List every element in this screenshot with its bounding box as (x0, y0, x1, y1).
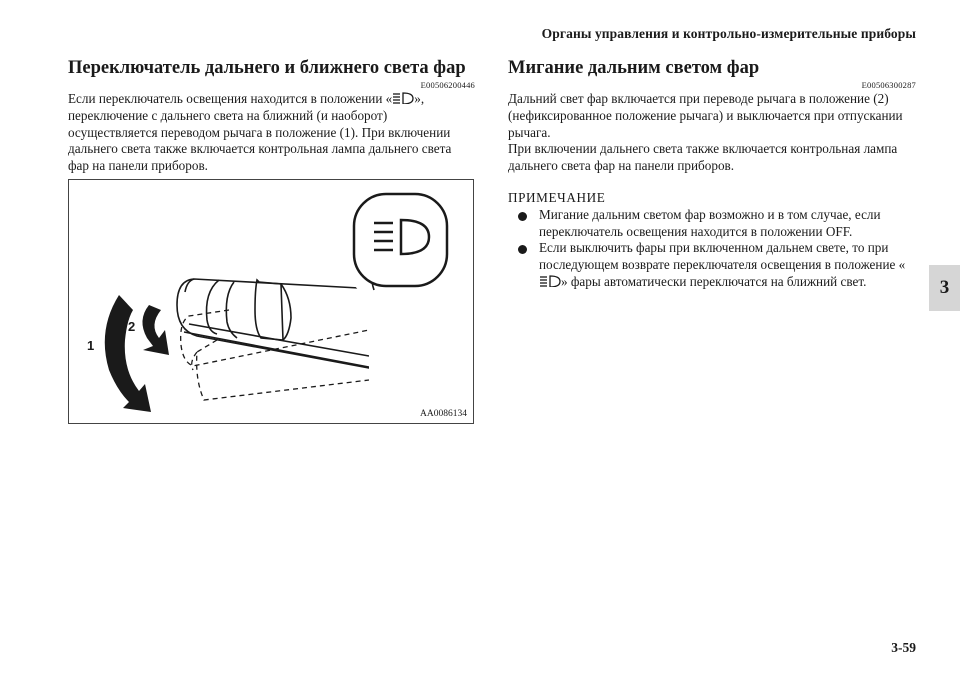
section-heading-flashing: Мигание дальним светом фар (508, 58, 760, 78)
note-list (508, 207, 916, 291)
chapter-tab: 3 (929, 265, 960, 311)
right-column (508, 56, 916, 291)
left-column (68, 56, 475, 175)
lever-figure (68, 179, 474, 424)
figure-code: AA0086134 (420, 409, 467, 419)
section-code: E00506200446 (420, 80, 475, 90)
note-text-1: Если выключить фары при включенном дальнем свете, то при последующем возврате переключателя освещения в положение « (539, 240, 906, 273)
section-code: E00506300287 (861, 80, 916, 90)
note-item (508, 207, 916, 241)
paragraph-text-1: Если переключатель освещения находится в положении « (68, 91, 393, 106)
note-text: Мигание дальним светом фар возможно и в том случае, если переключатель освещения находится в положении OFF. (539, 206, 881, 239)
paragraph-text-2: », переключение с дальнего света на ближний (и наоборот) осуществляется переводом рычага в положение (1). При включении дальнего света также включается контрольная лампа дальнего света фар на панели приборов. (68, 91, 452, 174)
high-beam-icon (392, 92, 414, 104)
section-paragraph-2: При включении дальнего света также включается контрольная лампа дальнего света фар на панели приборов. (508, 141, 898, 174)
figure-label-2: 2 (128, 319, 136, 334)
bullet-icon (518, 212, 527, 221)
note-text-2: » фары автоматически переключатся на ближний свет. (561, 273, 867, 289)
figure-label-1: 1 (87, 338, 95, 353)
high-beam-icon (539, 275, 561, 287)
running-header: Органы управления и контрольно-измерительные приборы (541, 26, 916, 41)
section-heading-dimmer: Переключатель дальнего и ближнего света фар (68, 58, 466, 78)
section-paragraph (68, 91, 475, 175)
lever-illustration (69, 180, 473, 423)
section-paragraph-1: Дальний свет фар включается при переводе рычага в положение (2) (нефиксированное положение рычага) и выключается при отпускании рычага. (508, 91, 903, 140)
note-item (508, 240, 916, 290)
bullet-icon (518, 245, 527, 254)
page-number: 3-59 (891, 640, 916, 655)
note-title: ПРИМЕЧАНИЕ (508, 189, 606, 205)
note-block (508, 190, 916, 291)
